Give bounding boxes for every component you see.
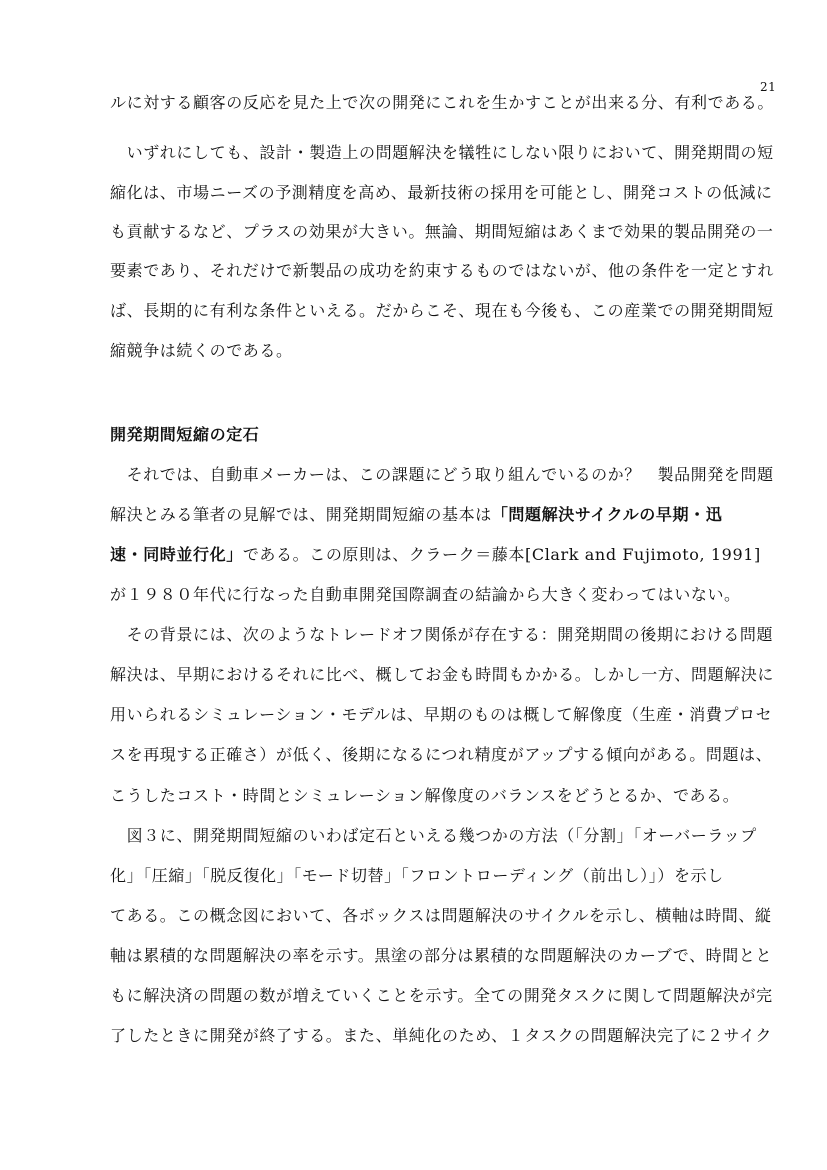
- paragraph-line: 縮競争は続くのである。: [110, 341, 293, 360]
- paragraph-line: 軸は累積的な問題解決の率を示す。黒塗の部分は累積的な問題解決のカーブで、時間とと: [110, 946, 773, 965]
- paragraph-line: 用いられるシミュレーション・モデルは、早期のものは概して解像度（生産・消費プロセ: [110, 705, 773, 724]
- paragraph-line: 縮化は、市場ニーズの予測精度を高め、最新技術の採用を可能とし、開発コストの低減に: [110, 183, 773, 202]
- paragraph-line: それでは、自動車メーカーは、この課題にどう取り組んでいるのか？ 製品開発を問題: [110, 465, 774, 484]
- paragraph-line: 了したときに開発が終了する。また、単純化のため、１タスクの問題解決完了に２サイク: [110, 1026, 772, 1045]
- paragraph-line: ルに対する顧客の反応を見た上で次の開発にこれを生かすことが出来る分、有利である。: [110, 93, 775, 112]
- paragraph-line: いずれにしても、設計・製造上の問題解決を犠牲にしない限りにおいて、開発期間の短: [110, 143, 774, 162]
- paragraph-line: 図３に、開発期間短縮のいわば定石といえる幾つかの方法（「分割」「オーバーラップ: [110, 826, 757, 845]
- emphasized-principle: 「問題解決サイクルの早期・迅: [491, 505, 723, 524]
- paragraph-line: 化」「圧縮」「脱反復化」「モード切替」「フロントローディング（前出し）」）を示し: [110, 866, 724, 885]
- paragraph-line: てある。この概念図において、各ボックスは問題解決のサイクルを示し、横軸は時間、縦: [110, 906, 772, 925]
- paragraph-line: その背景には、次のようなトレードオフ関係が存在する：開発期間の後期における問題: [110, 625, 774, 644]
- section-heading: 開発期間短縮の定石: [110, 425, 260, 444]
- paragraph-line: も貢献するなど、プラスの効果が大きい。無論、期間短縮はあくまで効果的製品開発の一: [110, 222, 774, 241]
- paragraph-line: [110, 545, 761, 565]
- paragraph-line: 要素であり、それだけで新製品の成功を約束するものではないが、他の条件を一定とすれ: [110, 261, 775, 280]
- paragraph-line: 解決は、早期におけるそれに比べ、概してお金も時間もかかる。しかし一方、問題解決に: [110, 665, 775, 684]
- page-number: 21: [760, 80, 777, 94]
- paragraph-line: スを再現する正確さ）が低く、後期になるにつれ精度がアップする傾向がある。問題は、: [110, 745, 773, 764]
- paragraph-line: もに解決済の問題の数が増えていくことを示す。全ての開発タスクに関して問題解決が完: [110, 986, 773, 1005]
- paragraph-text: である。この原則は、クラーク＝藤本[Clark and Fujimoto, 1991]: [242, 545, 761, 564]
- paragraph-line: ば、長期的に有利な条件といえる。だからこそ、現在も今後も、この産業での開発期間短: [110, 301, 774, 320]
- paragraph-line: が１９８０年代に行なった自動車開発国際調査の結論から大きく変わってはいない。: [110, 585, 741, 604]
- emphasized-principle: 速・同時並行化」: [110, 545, 243, 564]
- paragraph-text: 解決とみる筆者の見解では、開発期間短縮の基本は: [110, 505, 492, 524]
- paragraph-line: [110, 505, 722, 525]
- paragraph-line: こうしたコスト・時間とシミュレーション解像度のバランスをどうとるか、である。: [110, 786, 740, 805]
